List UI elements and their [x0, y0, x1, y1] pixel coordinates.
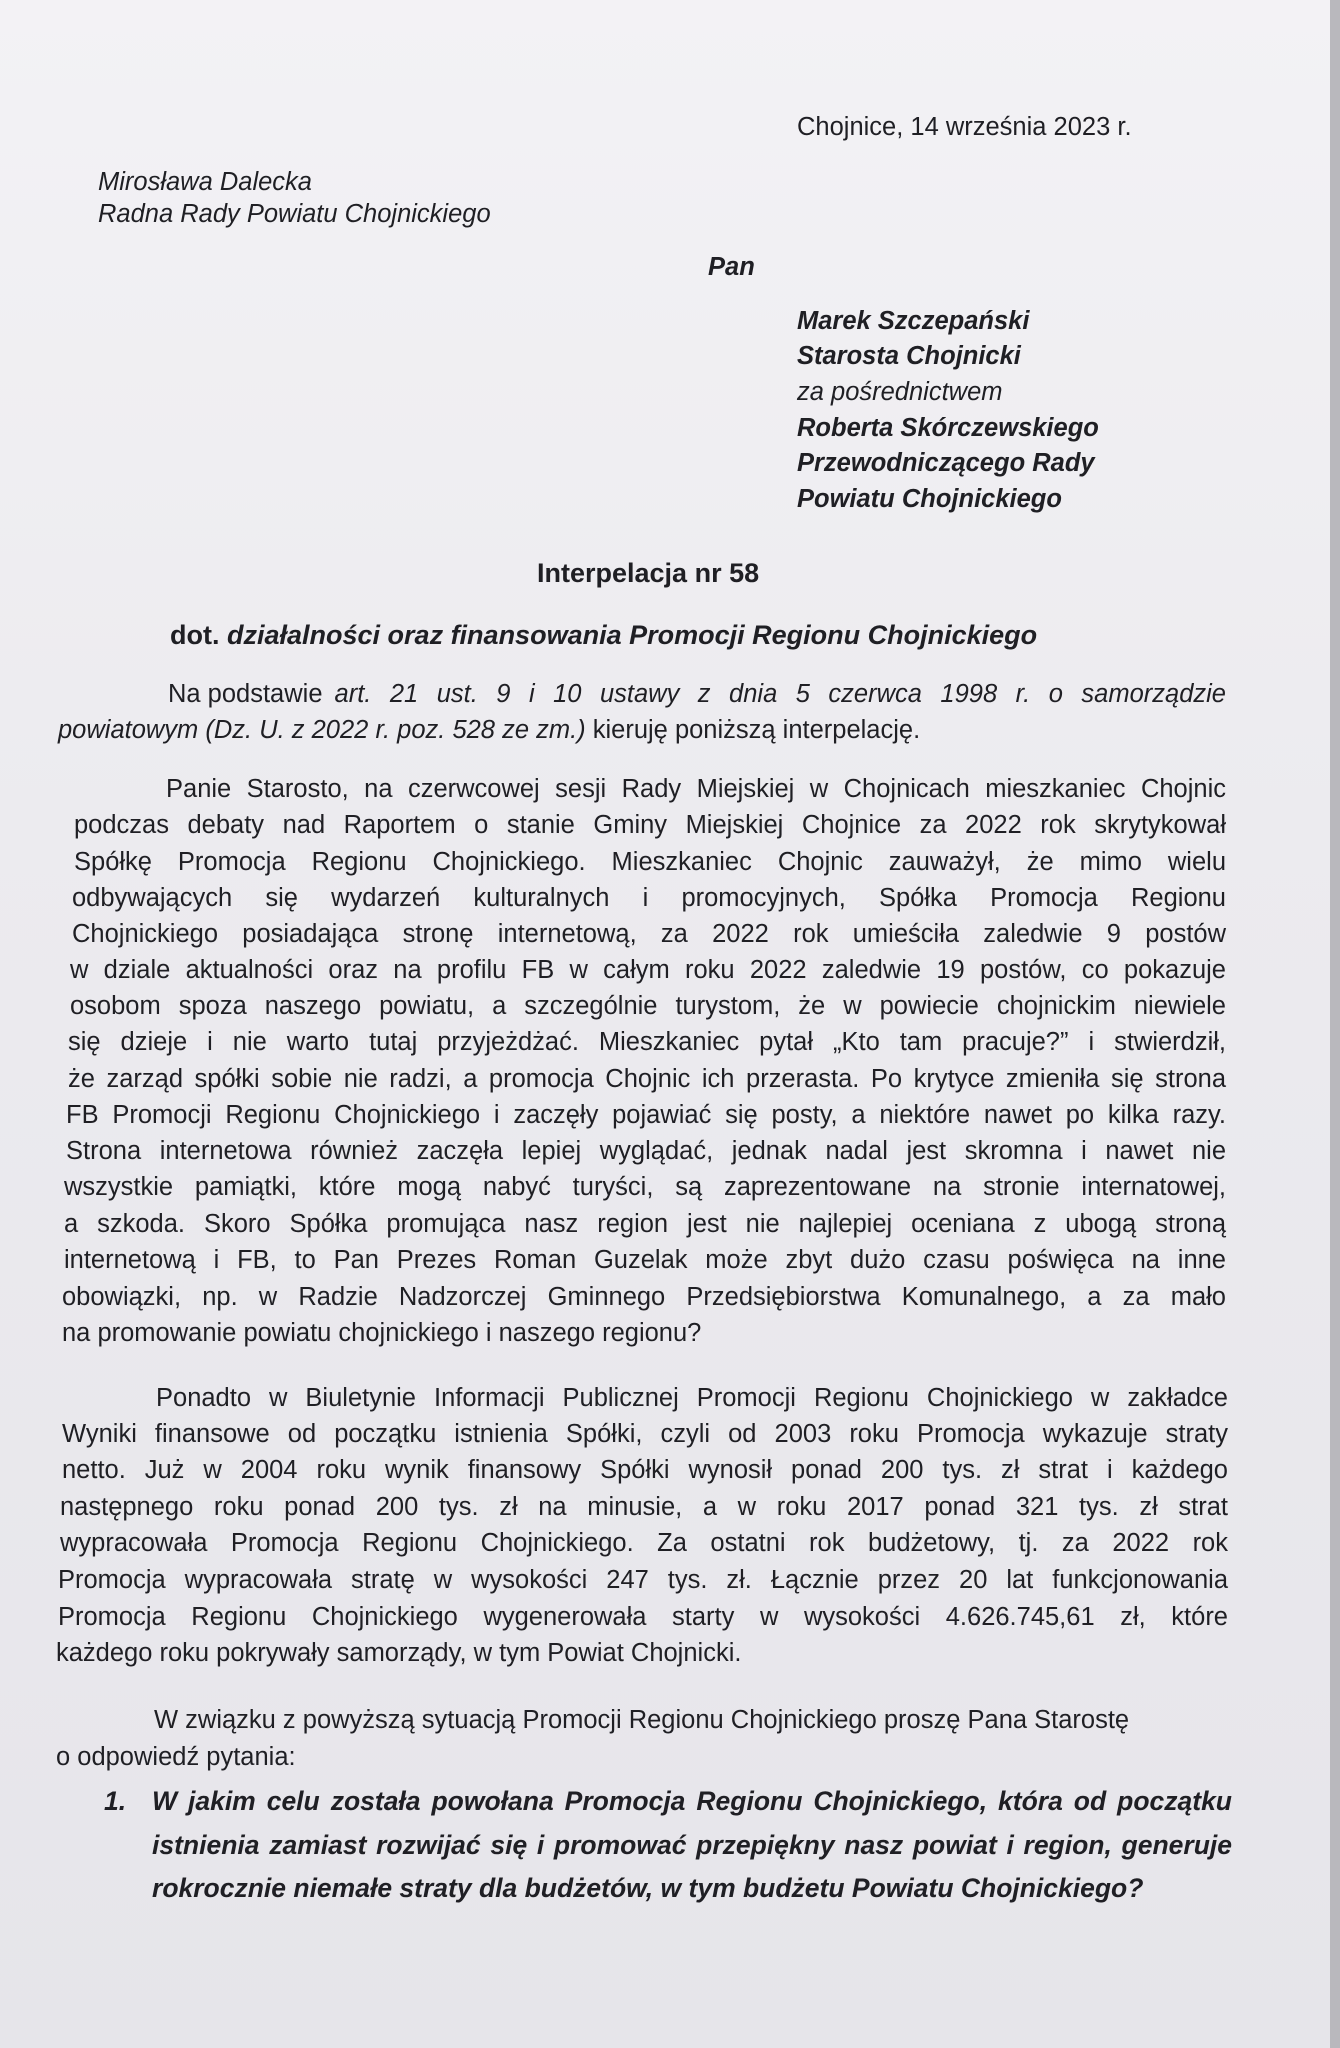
para1-line: Panie Starosto, na czerwcowej sesji Rady Miejskiej w Chojnicach mieszkaniec Chojnic — [166, 775, 1226, 803]
recipient-title: Starosta Chojnicki — [797, 342, 1021, 370]
para1-line: internetową i FB, to Pan Prezes Roman Guzelak może zbyt dużo czasu poświęca na inne — [64, 1246, 1226, 1274]
para1-line: obowiązki, np. w Radzie Nadzorczej Gminnego Przedsiębiorstwa Komunalnego, a za mało — [62, 1283, 1226, 1311]
sender-title: Radna Rady Powiatu Chojnickiego — [98, 200, 491, 228]
para1-line: się dzieje i nie warto tutaj przyjeżdżać. Mieszkaniec pytał „Kto tam pracuje?” i stwierdził, — [68, 1028, 1226, 1056]
place-date: Chojnice, 14 września 2023 r. — [797, 113, 1132, 141]
para1-line: w dziale aktualności oraz na profilu FB w całym roku 2022 zaledwie 19 postów, co pokazuje — [70, 956, 1226, 984]
para2-line: Promocja Regionu Chojnickiego wygenerowała starty w wysokości 4.626.745,61 zł, które — [58, 1603, 1228, 1631]
para2-line: Ponadto w Biuletynie Informacji Publicznej Promocji Regionu Chojnickiego w zakładce — [156, 1384, 1228, 1412]
via-title-1: Przewodniczącego Rady — [797, 449, 1095, 477]
question-line: istnienia zamiast rozwijać się i promować przepiękny nasz powiat i region, generuje — [152, 1830, 1232, 1860]
question-number: 1. — [104, 1786, 127, 1816]
intro-legal-reference: art. 21 ust. 9 i 10 ustawy z dnia 5 czerwca 1998 r. o samorządzie — [334, 680, 1226, 708]
recipient-name: Marek Szczepański — [797, 307, 1030, 335]
para2-line: Wyniki finansowe od początku istnienia Spółki, czyli od 2003 roku Promocja wykazuje straty — [62, 1420, 1228, 1448]
para1-line: osobom spoza naszego powiatu, a szczególnie turystom, że w powiecie chojnickim niewiele — [70, 992, 1226, 1020]
intro-line-1 — [168, 677, 1226, 711]
via-name: Roberta Skórczewskiego — [797, 414, 1099, 442]
para1-line: a szkoda. Skoro Spółka promująca nasz region jest nie najlepiej oceniana z ubogą stroną — [64, 1210, 1226, 1238]
subject-text: działalności oraz finansowania Promocji Regionu Chojnickiego — [227, 620, 1038, 650]
para1-line: Chojnickiego posiadająca stronę internetową, za 2022 rok umieściła zaledwie 9 postów — [72, 920, 1226, 948]
para2-line: wypracowała Promocja Regionu Chojnickiego. Za ostatni rok budżetowy, tj. za 2022 rok — [60, 1529, 1228, 1557]
para3-line: o odpowiedź pytania: — [56, 1743, 296, 1771]
para1-line: odbywających się wydarzeń kulturalnych i promocyjnych, Spółka Promocja Regionu — [72, 884, 1226, 912]
question-line: rokrocznie niemałe straty dla budżetów, w tym budżetu Powiatu Chojnickiego? — [152, 1873, 1144, 1903]
para1-line: że zarząd spółki sobie nie radzi, a promocja Chojnic ich przerasta. Po krytyce zmieniła się strona — [68, 1065, 1226, 1093]
intro-text: Na podstawie — [168, 680, 323, 708]
para2-line: następnego roku ponad 200 tys. zł na minusie, a w roku 2017 ponad 321 tys. zł strat — [60, 1493, 1228, 1521]
document-title: Interpelacja nr 58 — [537, 558, 760, 588]
para2-line: każdego roku pokrywały samorządy, w tym Powiat Chojnicki. — [56, 1639, 742, 1667]
recipient-via: za pośrednictwem — [797, 378, 1003, 406]
subject-line — [170, 618, 1037, 652]
intro-line-2 — [58, 713, 920, 747]
salutation: Pan — [708, 253, 755, 281]
sender-name: Mirosława Dalecka — [98, 168, 312, 196]
para2-line: netto. Już w 2004 roku wynik finansowy Spółki wynosił ponad 200 tys. zł strat i każdego — [62, 1456, 1228, 1484]
para1-line: wszystkie pamiątki, które mogą nabyć turyści, są zaprezentowane na stronie internatowej, — [64, 1173, 1226, 1201]
para1-line: FB Promocji Regionu Chojnickiego i zaczęły pojawiać się posty, a niektóre nawet po kilka razy. — [66, 1101, 1226, 1129]
subject-prefix: dot. — [170, 620, 220, 650]
para1-line: Spółkę Promocja Regionu Chojnickiego. Mieszkaniec Chojnic zauważył, że mimo wielu — [74, 848, 1226, 876]
page-edge-shadow — [1330, 0, 1340, 2048]
intro-legal-reference-cont: powiatowym (Dz. U. z 2022 r. poz. 528 ze zm.) — [58, 716, 586, 744]
para3-line: W związku z powyższą sytuacją Promocji Regionu Chojnickiego proszę Pana Starostę — [154, 1706, 1130, 1734]
intro-text-end: kieruję poniższą interpelację. — [585, 716, 921, 744]
para1-line: podczas debaty nad Raportem o stanie Gminy Miejskiej Chojnice za 2022 rok skrytykował — [74, 811, 1226, 839]
question-line: W jakim celu została powołana Promocja Regionu Chojnickiego, która od początku — [152, 1786, 1232, 1816]
para1-line: Strona internetowa również zaczęła lepiej wyglądać, jednak nadal jest skromna i nawet nie — [66, 1137, 1226, 1165]
para1-line: na promowanie powiatu chojnickiego i naszego regionu? — [62, 1319, 702, 1347]
via-title-2: Powiatu Chojnickiego — [797, 485, 1062, 513]
para2-line: Promocja wypracowała stratę w wysokości 247 tys. zł. Łącznie przez 20 lat funkcjonowania — [58, 1566, 1228, 1594]
